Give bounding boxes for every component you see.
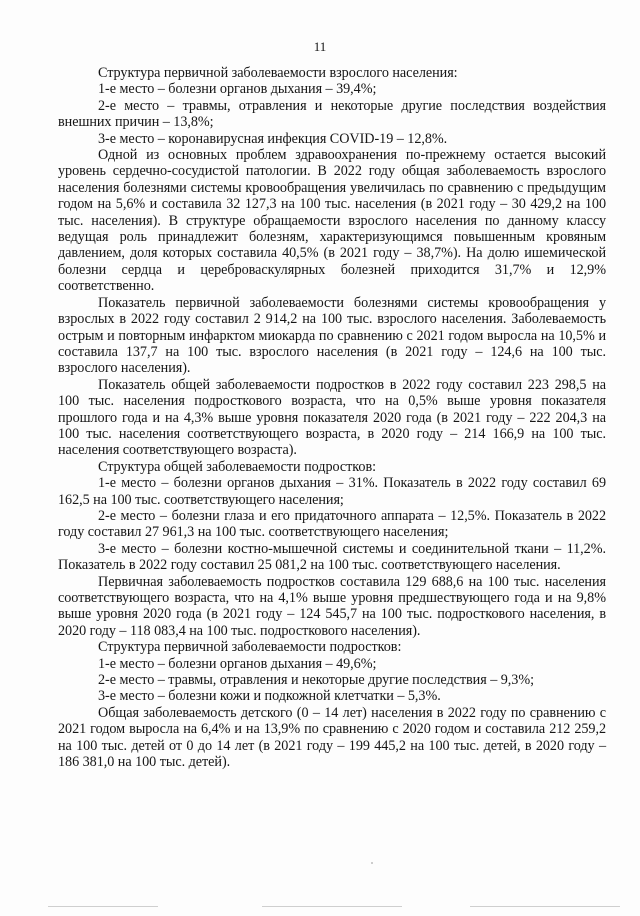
paragraph-adult-primary-structure-heading: Структура первичной заболеваемости взрослого населения: [98, 65, 458, 81]
body-text [58, 65, 606, 770]
scan-edge-line-right [470, 906, 620, 907]
paragraph-adolescent-general: Показатель общей заболеваемости подростков в 2022 году составил 223 298,5 на 100 тыс. населения подросткового возраста, что на 0,5% выше уровня показателя прошлого года и на 4,3% выше уровня показателя 2020 года (в 2021 году – 222 204,3 на 100 тыс. населения соответствующего возраста, в 2020 году – 214 166,9 на 100 тыс. населения соответствующего возраста). [58, 376, 606, 459]
paragraph-adolescent-general-rank-2: 2-е место – болезни глаза и его придаточного аппарата – 12,5%. Показатель в 2022 году составил 27 961,3 на 100 тыс. соответствующего населения; [58, 507, 606, 541]
paragraph-adolescent-primary-rank-3: 3-е место – болезни кожи и подкожной клетчатки – 5,3%. [98, 688, 441, 705]
paragraph-cardiovascular-overview: Одной из основных проблем здравоохранения по-прежнему остается высокий уровень сердечно-сосудистой патологии. В 2022 году общая заболеваемость взрослого населения болезнями системы кровообращения увеличилась по сравнению с предыдущим годом на 5,6% и составила 32 127,3 на 100 тыс. населения (в 2021 году – 30 429,2 на 100 тыс. населения). В структуре обращаемости взрослого населения по данному классу ведущая роль принадлежит болезням, характеризующимся повышенным кровяным давлением, доля которых составила 40,5% (в 2021 году – 38,7%). На долю ишемической болезни сердца и цереброваскулярных болезней приходится 31,7% и 12,9% соответственно. [58, 147, 606, 295]
page-number: 11 [313, 39, 327, 54]
scan-speck [371, 862, 373, 864]
paragraph-cardiovascular-primary: Показатель первичной заболеваемости болезнями системы кровообращения у взрослых в 2022 году составил 2 914,2 на 100 тыс. взрослого населения. Заболеваемость острым и повторным инфарктом миокарда по сравнению с 2021 годом выросла на 10,5% и составила 137,7 на 100 тыс. взрослого населения (в 2021 году – 124,6 на 100 тыс. взрослого населения). [58, 294, 606, 377]
paragraph-adolescent-general-structure-heading: Структура общей заболеваемости подростков: [98, 458, 376, 475]
paragraph-adult-primary-rank-2: 2-е место – травмы, отравления и некоторые другие последствия воздействия внешних причин – 13,8%; [58, 97, 606, 131]
paragraph-adolescent-general-rank-3: 3-е место – болезни костно-мышечной системы и соединительной ткани – 11,2%. Показатель в 2022 году составил 25 081,2 на 100 тыс. соответствующего населения. [58, 540, 606, 574]
paragraph-adolescent-primary: Первичная заболеваемость подростков составила 129 688,6 на 100 тыс. населения соответствующего возраста, что на 4,1% выше уровня предшествующего года и на 9,8% выше уровня 2020 года (в 2021 году – 124 545,7 на 100 тыс. подросткового населения, в 2020 году – 118 083,4 на 100 тыс. подросткового населения). [58, 573, 606, 639]
paragraph-children-general: Общая заболеваемость детского (0 – 14 лет) населения в 2022 году по сравнению с 2021 годом выросла на 6,4% и на 13,9% по сравнению с 2020 годом и составила 212 259,2 на 100 тыс. детей от 0 до 14 лет (в 2021 году – 199 445,2 на 100 тыс. детей, в 2020 году – 186 381,0 на 100 тыс. детей). [58, 704, 606, 771]
scan-edge-line-center [262, 906, 402, 907]
paragraph-adolescent-general-rank-1: 1-е место – болезни органов дыхания – 31%. Показатель в 2022 году составил 69 162,5 на 100 тыс. соответствующего населения; [58, 475, 606, 508]
paragraph-adolescent-primary-structure-heading: Структура первичной заболеваемости подростков: [98, 639, 402, 656]
paragraph-adult-primary-rank-1: 1-е место – болезни органов дыхания – 39,4%; [98, 81, 377, 98]
paragraph-adolescent-primary-rank-1: 1-е место – болезни органов дыхания – 49,6%; [98, 655, 377, 672]
scan-edge-line-left [48, 906, 158, 907]
paragraph-adult-primary-rank-3: 3-е место – коронавирусная инфекция COVID-19 – 12,8%. [98, 130, 448, 147]
paragraph-adolescent-primary-rank-2: 2-е место – травмы, отравления и некоторые другие последствия – 9,3%; [98, 672, 534, 689]
